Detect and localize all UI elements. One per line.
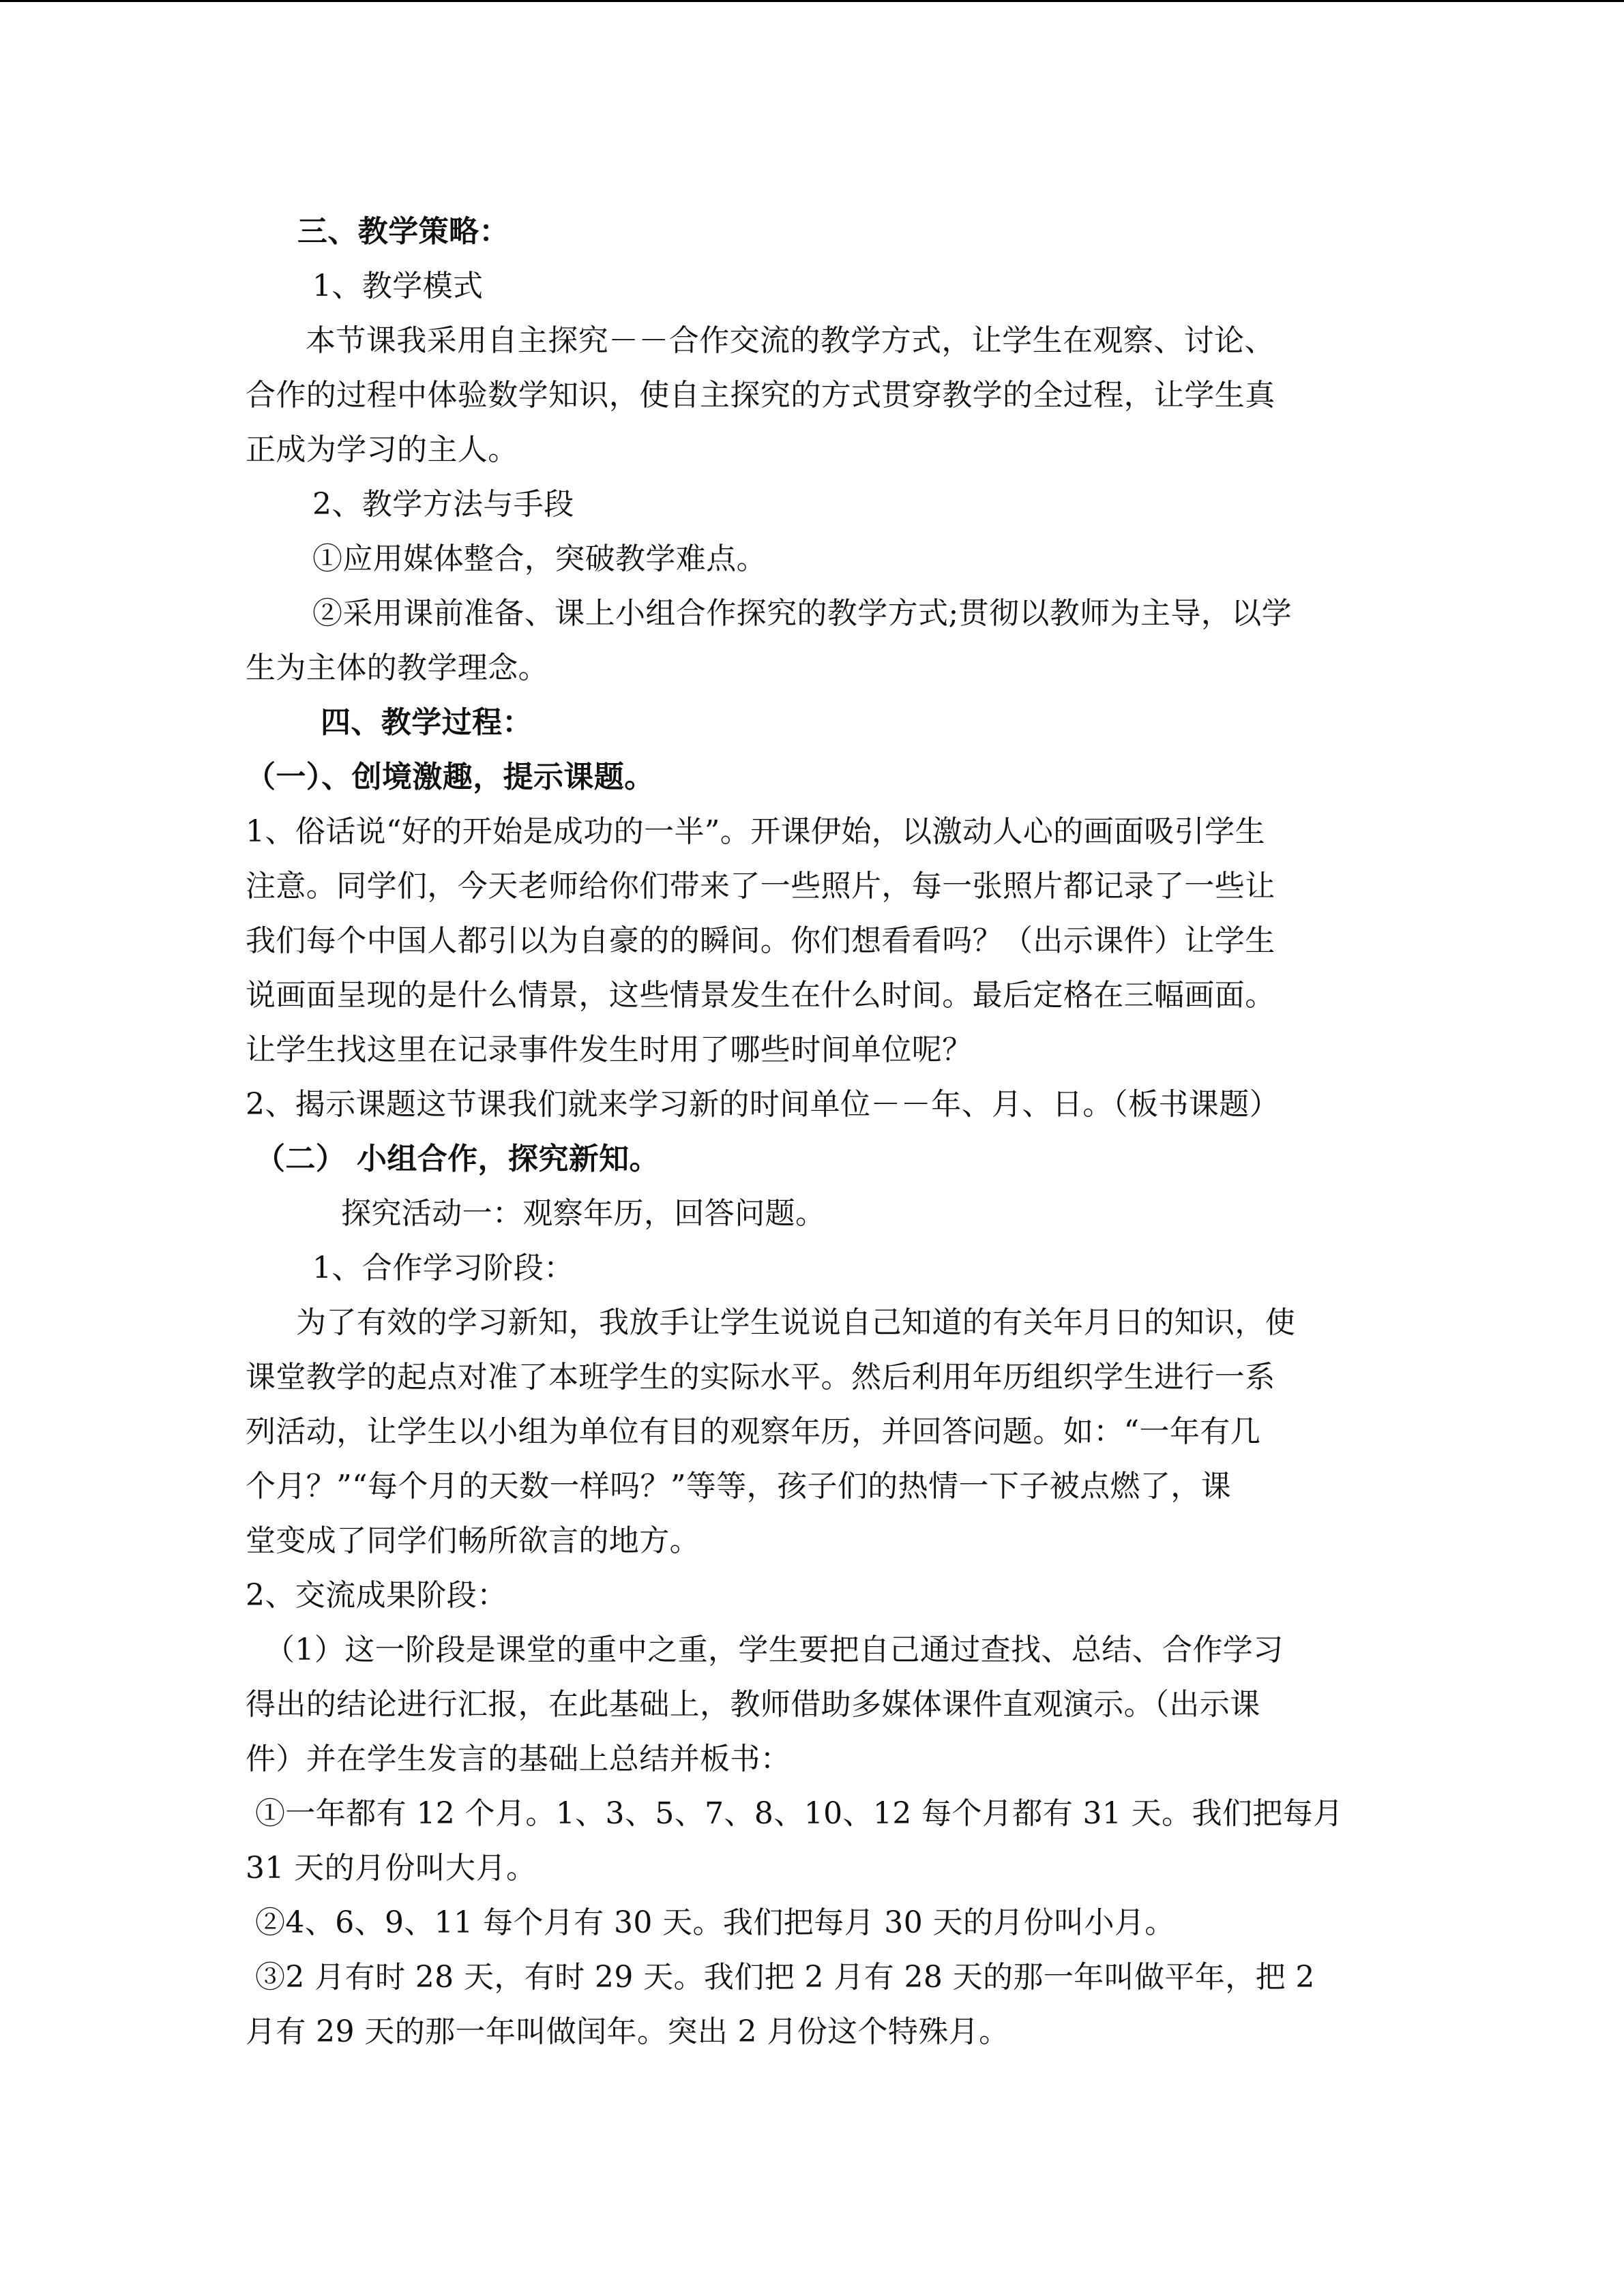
paragraph-line: 月有 29 天的那一年叫做闰年。突出 2 月份这个特殊月。	[246, 2014, 1009, 2049]
paragraph-line: 说画面呈现的是什么情景，这些情景发生在什么时间。最后定格在三幅画面。	[246, 978, 1275, 1013]
paragraph-line: 合作的过程中体验数学知识，使自主探究的方式贯穿教学的全过程，让学生真	[246, 378, 1275, 413]
document-page	[246, 205, 1378, 2059]
paragraph-line: 1、俗话说“好的开始是成功的一半”。开课伊始，以激动人心的画面吸引学生	[246, 814, 1265, 849]
list-item: ①一年都有 12 个月。1、3、5、7、8、10、12 每个月都有 31 天。我们把每月	[255, 1796, 1344, 1831]
list-item: ③2 月有时 28 天，有时 29 天。我们把 2 月有 28 天的那一年叫做平年，把 2	[255, 1960, 1315, 1995]
paragraph-line: 列活动，让学生以小组为单位有目的观察年历，并回答问题。如：“一年有几	[246, 1414, 1261, 1449]
top-border-line	[0, 0, 1624, 2]
paragraph-line: 堂变成了同学们畅所欲言的地方。	[246, 1523, 700, 1558]
paragraph-line: 生为主体的教学理念。	[246, 651, 548, 685]
section-heading-one: （一）、创境激趣，提示课题。	[246, 760, 655, 794]
paragraph-line: 我们每个中国人都引以为自豪的的瞬间。你们想看看吗？（出示课件）让学生	[246, 923, 1275, 958]
activity-title: 探究活动一：观察年历，回答问题。	[341, 1196, 826, 1231]
section-heading-two: （二） 小组合作，探究新知。	[255, 1142, 660, 1176]
subheading-teaching-mode: 1、教学模式	[312, 269, 484, 303]
paragraph-line: 正成为学习的主人。	[246, 432, 518, 467]
paragraph-line: 为了有效的学习新知，我放手让学生说说自己知道的有关年月日的知识，使	[296, 1305, 1296, 1340]
list-item: ②采用课前准备、课上小组合作探究的教学方式;贯彻以教师为主导，以学	[312, 596, 1293, 631]
paragraph-line: 让学生找这里在记录事件发生时用了哪些时间单位呢？	[246, 1032, 973, 1067]
paragraph-line: 注意。同学们，今天老师给你们带来了一些照片，每一张照片都记录了一些让	[246, 869, 1275, 904]
list-item: ②4、6、9、11 每个月有 30 天。我们把每月 30 天的月份叫小月。	[255, 1905, 1175, 1940]
paragraph-line: 件）并在学生发言的基础上总结并板书：	[246, 1742, 791, 1776]
heading-teaching-process: 四、教学过程：	[321, 705, 533, 740]
heading-teaching-strategy: 三、教学策略：	[297, 214, 510, 249]
paragraph-line: （1）这一阶段是课堂的重中之重，学生要把自己通过查找、总结、合作学习	[265, 1632, 1284, 1667]
subheading-sharing-results: 2、交流成果阶段：	[246, 1578, 507, 1613]
subheading-cooperative-learning: 1、合作学习阶段：	[312, 1251, 574, 1285]
paragraph-line: 31 天的月份叫大月。	[246, 1851, 537, 1885]
paragraph-line: 课堂教学的起点对准了本班学生的实际水平。然后利用年历组织学生进行一系	[246, 1360, 1275, 1395]
paragraph-line: 2、揭示课题这节课我们就来学习新的时间单位－－年、月、日。（板书课题）	[246, 1087, 1280, 1122]
list-item: ①应用媒体整合，突破教学难点。	[312, 541, 767, 576]
paragraph-line: 得出的结论进行汇报，在此基础上，教师借助多媒体课件直观演示。（出示课	[246, 1687, 1260, 1722]
subheading-teaching-methods: 2、教学方法与手段	[312, 487, 574, 522]
paragraph-line: 本节课我采用自主探究－－合作交流的教学方式，让学生在观察、讨论、	[306, 323, 1275, 358]
paragraph-line: 个月？”“每个月的天数一样吗？”等等，孩子们的热情一下子被点燃了，课	[246, 1469, 1232, 1504]
